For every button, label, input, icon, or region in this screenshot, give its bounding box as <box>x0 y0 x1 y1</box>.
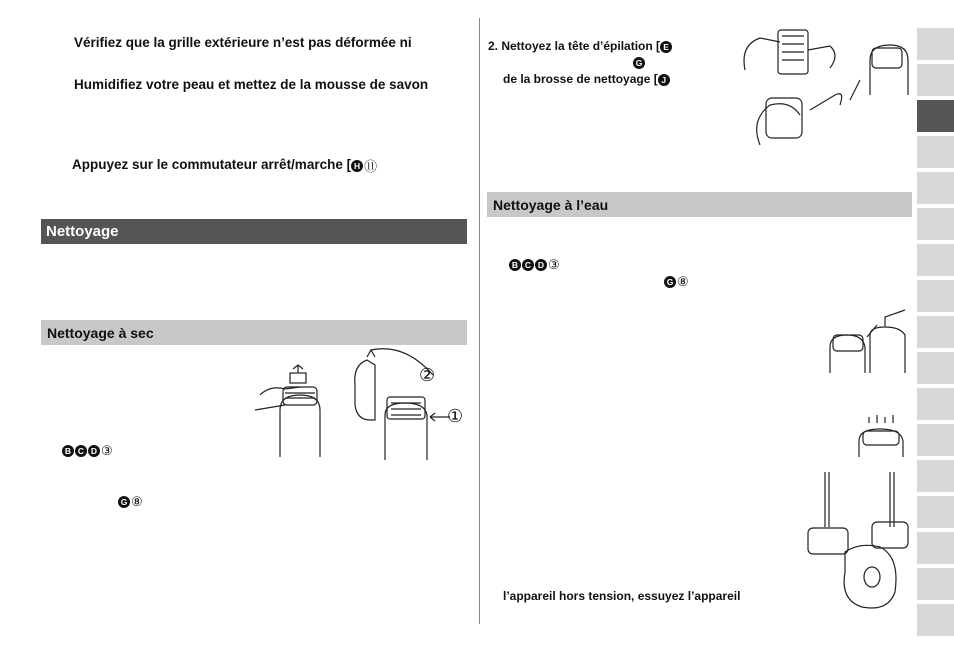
chapter-tab[interactable] <box>917 460 954 492</box>
chapter-tab[interactable] <box>917 208 954 240</box>
letter-d-badge: D <box>88 445 100 457</box>
chapter-tab[interactable] <box>917 496 954 528</box>
letter-g-badge: G <box>118 496 130 508</box>
part-ref-g-right <box>664 274 689 290</box>
chapter-tab[interactable] <box>917 316 954 348</box>
chapter-tab[interactable] <box>917 568 954 600</box>
instruction-line-1: Vérifiez que la grille extérieure n’est pas déformée ni <box>74 35 412 50</box>
chapter-tab[interactable] <box>917 424 954 456</box>
letter-g-badge: G <box>664 276 676 288</box>
chapter-tab[interactable] <box>917 244 954 276</box>
instruction-line-3-text: Appuyez sur le commutateur arrêt/marche [ <box>72 157 352 173</box>
step-2-line-1 <box>488 39 673 53</box>
callout-1: ① <box>447 406 464 426</box>
part-refs-left <box>62 443 113 459</box>
subsection-header-dry <box>41 320 467 345</box>
chapter-tab[interactable] <box>917 64 954 96</box>
water-rinse-illustration <box>855 413 910 458</box>
letter-e-badge: E <box>660 41 672 53</box>
chapter-tab[interactable] <box>917 280 954 312</box>
step-2-g <box>633 55 646 69</box>
refs-number: ③ <box>548 257 560 272</box>
epilator-brush-illustration <box>255 365 335 460</box>
letter-b-badge: B <box>62 445 74 457</box>
chapter-tab[interactable] <box>917 172 954 204</box>
subsection-title-water: Nettoyage à l’eau <box>493 196 609 213</box>
step-number: ⑪ <box>364 159 378 174</box>
callout-2: ② <box>419 365 436 385</box>
chapter-tab[interactable] <box>917 28 954 60</box>
instruction-line-3 <box>72 156 377 175</box>
chapter-tab[interactable] <box>917 532 954 564</box>
ref-g-number: ⑧ <box>131 494 143 509</box>
letter-j-badge: J <box>658 74 670 86</box>
subsection-title: Nettoyage à sec <box>47 324 154 341</box>
letter-d-badge: D <box>535 259 547 271</box>
letter-h-badge: H <box>351 160 363 172</box>
epilator-cap-illustration <box>345 345 470 460</box>
step-2-text: 2. Nettoyez la tête d’épilation [ <box>488 39 661 53</box>
refs-number: ③ <box>101 443 113 458</box>
part-ref-g-left <box>118 494 143 510</box>
chapter-tabs <box>917 28 954 640</box>
step-2-line-2 <box>503 72 671 86</box>
cleaning-hands-illustration <box>740 20 910 150</box>
chapter-tab[interactable] <box>917 352 954 384</box>
chapter-tab[interactable] <box>917 604 954 636</box>
instruction-line-2: Humidifiez votre peau et mettez de la mousse de savon <box>74 77 429 92</box>
ref-g-number: ⑧ <box>677 274 689 289</box>
part-refs-right <box>509 257 560 273</box>
soap-bottle-illustration <box>825 305 910 375</box>
step-2-line-2-text: de la brosse de nettoyage [ <box>503 72 658 86</box>
letter-c-badge: C <box>522 259 534 271</box>
bottom-instruction: l’appareil hors tension, essuyez l’appareil <box>503 589 741 603</box>
column-divider <box>479 18 480 624</box>
dry-epilator-illustration <box>800 472 915 612</box>
subsection-header-water <box>487 192 912 217</box>
chapter-tab[interactable] <box>917 136 954 168</box>
section-header-nettoyage <box>41 219 467 244</box>
letter-c-badge: C <box>75 445 87 457</box>
section-title: Nettoyage <box>46 223 119 240</box>
chapter-tab[interactable] <box>917 100 954 132</box>
letter-b-badge: B <box>509 259 521 271</box>
chapter-tab[interactable] <box>917 388 954 420</box>
letter-g-badge: G <box>633 57 645 69</box>
